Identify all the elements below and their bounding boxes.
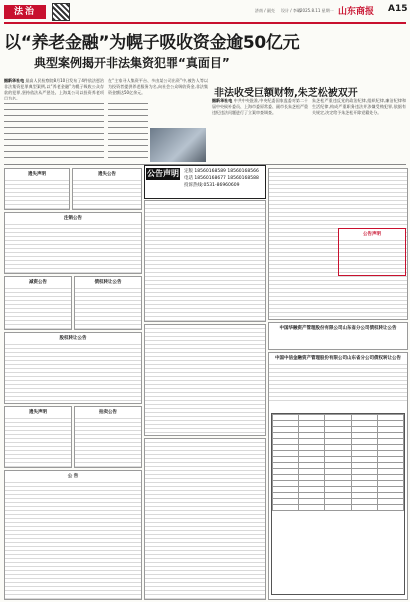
subheadline: 典型案例揭开非法集资犯罪“真面目” [34,56,230,70]
notice-body [145,325,265,436]
header-rule [4,22,406,24]
designer-meta: 设计 / 李璐 [281,8,301,13]
edition-meta: 济南 / 副壳 [255,8,275,13]
notice-title: 拍卖公告 [99,410,117,415]
notice-title: 遗失声明 [28,172,46,177]
notice-title: 股权转让公告 [59,336,87,341]
lead-paragraph: 中共中央批准,中央纪委国家监委对第二十届中央候补委员、上海市委原常委、副市长朱芝松严重违纪违法问题进行了立案审查调查。 [212,98,308,115]
notice-body [73,177,141,210]
notice [4,470,142,600]
byline: 据新华社电 [212,98,233,103]
notice [74,406,142,468]
notice [144,324,266,436]
notice-body [5,479,141,600]
ad-phone-line: 定版 18560168589 18560168566 [184,169,259,174]
section-badge: 法治 [4,5,46,19]
notice-title: 减资公告 [29,280,47,285]
notice-body [75,285,141,330]
notice [74,276,142,330]
article-body [4,100,104,162]
notice-body [5,221,141,274]
notice [4,332,142,404]
notice [268,322,408,350]
notice [144,438,266,600]
notice-title: 遗失声明 [29,410,47,415]
notice [4,276,72,330]
ad-phone-line: 电话 18560168677 18560168588 [184,176,259,181]
notice-body [145,439,265,600]
notice-title: 注销公告 [64,216,82,221]
debt-table [271,413,405,595]
notice-body [269,361,407,403]
highlight-box [338,228,406,276]
notice-body [5,177,69,210]
article-body: 在“主家寻人集资平台、多由某公司出资”中,被告人等以为投资者提供养老服务为名,向社会公众吸收资金,非法集资金额达50亿余元。 [108,78,208,95]
article-body [212,98,308,162]
notice-body [75,415,141,468]
notice [4,168,70,210]
byline: 据新华社电 [4,78,25,83]
notice [144,200,266,322]
article-body [4,78,104,100]
notice-title: 遗失公告 [98,172,116,177]
article-body: 朱芝松严重违反党的政治纪律,组织纪律,廉洁纪律和生活纪律,构成严重职务违法并涉嫌受贿犯罪,依据有关规定,决定给予朱芝松开除党籍处分。 [312,98,406,115]
qr-code-icon [52,3,70,21]
notice-title: 公告声明 [363,232,381,237]
notice-body [5,285,71,330]
article-photo [150,128,206,162]
ad-title: 公告声明 [147,169,179,178]
headline: 以“养老金融”为幌子吸收资金逾50亿元 [4,33,300,53]
notice [4,212,142,274]
notice [4,406,72,468]
page-number: A15 [388,4,408,14]
notice-title: 债权转让公告 [94,280,122,285]
secondary-headline: 非法收受巨额财物,朱芝松被双开 [214,88,358,99]
notice-body [339,237,405,276]
notice-title: 公 告 [67,474,79,479]
notice-body [5,415,71,468]
notice-body [5,341,141,404]
date-meta: 2025.8.11 星期一 [300,8,334,13]
notice [72,168,142,210]
paper-name: 山东商报 [338,7,375,17]
notice-title: 中国华融资产管理股份有限公司山东省分公司债权转让公告 [279,326,397,331]
lead-paragraph: 最高人民检察院8月10日发布了4件依法惩治非法集资犯罪典型案例,以“养老金融”为幌子吸收公众存款的犯罪,坚持依法从严惩处。上海某公司以投资养老项目为名。 [4,78,104,100]
article-body [108,100,148,162]
ad-hotline: 投诉热线:0531-86960609 [184,183,240,188]
notice-body [145,201,265,322]
notice [268,352,408,600]
notice-title: 中国中信金融资产管理股份有限公司山东省分公司债权转让公告 [275,356,401,361]
